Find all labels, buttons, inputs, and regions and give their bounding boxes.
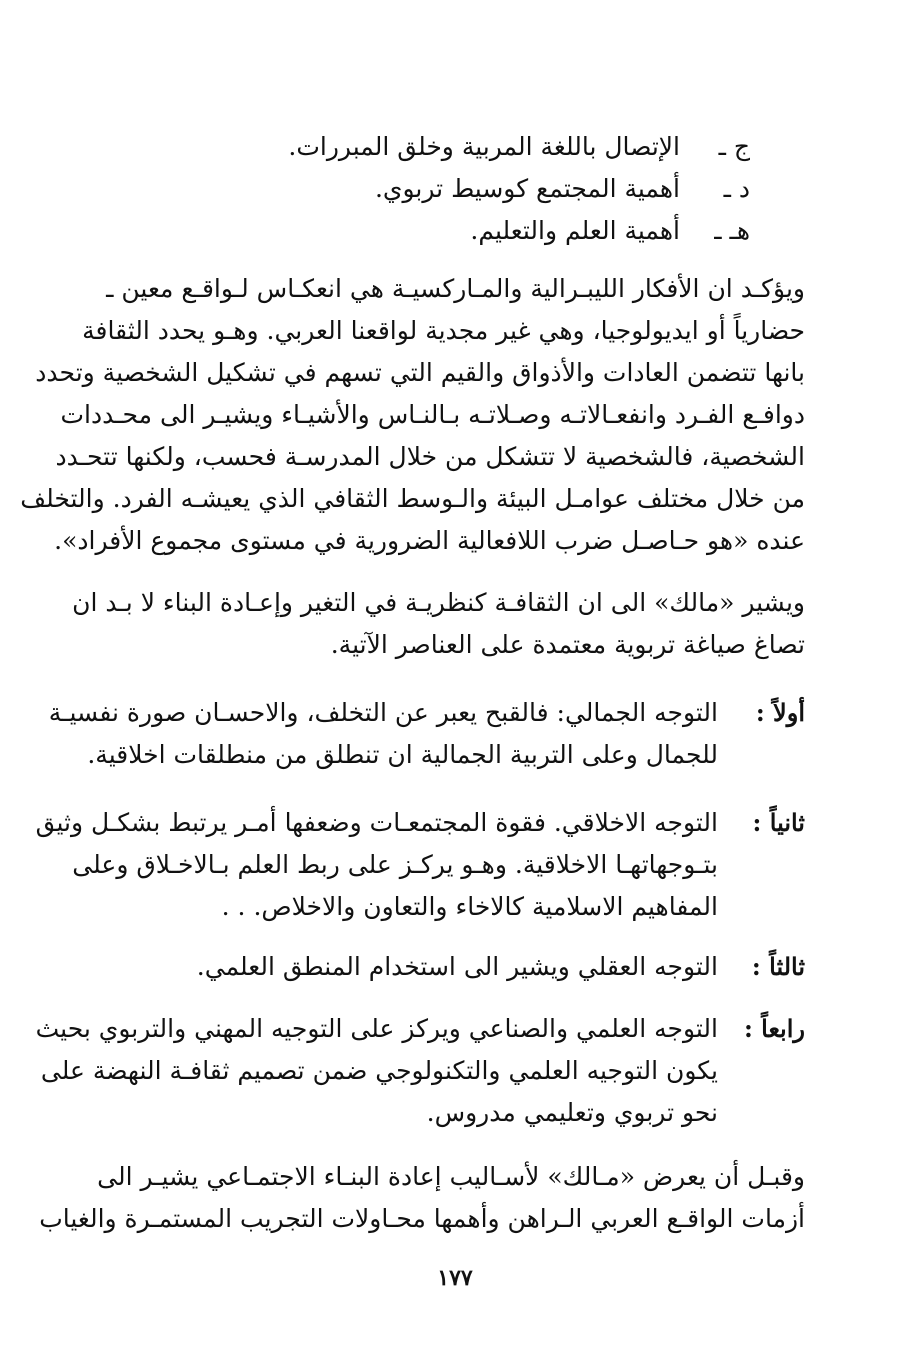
text-line: وقبـل أن يعرض «مـالك» لأسـاليب إعادة البنـاء الاجتمـاعي يشيـر الى <box>97 1162 805 1191</box>
item-label: رابعاً : <box>743 1014 805 1043</box>
page-number: ١٧٧ <box>437 1265 473 1291</box>
item-label: أولاً : <box>755 698 805 727</box>
text-line: نحو تربوي وتعليمي مدروس. <box>426 1098 718 1127</box>
text-line: من خلال مختلف عوامـل البيئة والـوسط الثقافي الذي يعيشـه الفرد. والتخلف <box>20 484 805 513</box>
text-line: التوجه الاخلاقي. فقوة المجتمعـات وضعفها أمـر يرتبط بشكـل وثيق <box>35 808 718 837</box>
text-line: دوافـع الفـرد وانفعـالاتـه وصـلاتـه بـالنـاس والأشيـاء ويشيـر الى محـددات <box>60 400 805 429</box>
list-marker: ج ـ <box>718 132 750 161</box>
list-item-text: الإتصال باللغة المربية وخلق المبررات. <box>288 132 680 161</box>
item-label: ثالثاً : <box>751 952 805 981</box>
list-marker: د ـ <box>723 174 750 203</box>
text-line: للجمال وعلى التربية الجمالية ان تنطلق من منطلقات اخلاقية. <box>87 740 718 769</box>
text-line: التوجه الجمالي: فالقبح يعبر عن التخلف، والاحسـان صورة نفسيـة <box>48 698 718 727</box>
text-line: ويؤكـد ان الأفكار الليبـرالية والمـاركسيـة هي انعكـاس لـواقـع معين ـ <box>106 274 805 303</box>
text-line: أزمات الواقـع العربي الـراهن وأهمها محـاولات التجريب المستمـرة والغياب <box>39 1204 805 1233</box>
list-marker: هـ ـ <box>714 216 750 245</box>
text-line: تصاغ صياغة تربوية معتمدة على العناصر الآتية. <box>330 630 805 659</box>
list-item-text: أهمية المجتمع كوسيط تربوي. <box>374 174 680 203</box>
text-line: بانها تتضمن العادات والأذواق والقيم التي تسهم في تشكيل الشخصية وتحدد <box>35 358 805 387</box>
text-line: ويشير «مالك» الى ان الثقافـة كنظريـة في التغير وإعـادة البناء لا بـد ان <box>72 588 805 617</box>
text-line: الشخصية، فالشخصية لا تتشكل من خلال المدرسـة فحسب، ولكنها تتحـدد <box>55 442 805 471</box>
text-line: يكون التوجيه العلمي والتكنولوجي ضمن تصميم ثقافـة النهضة على <box>40 1056 718 1085</box>
text-line: المفاهيم الاسلامية كالاخاء والتعاون والاخلاص. . . <box>221 892 718 921</box>
text-line: عنده «هو حـاصـل ضرب اللافعالية الضرورية في مستوى مجموع الأفراد». <box>54 526 805 555</box>
list-item-text: أهمية العلم والتعليم. <box>470 216 680 245</box>
text-line: بتـوجهاتهـا الاخلاقية. وهـو يركـز على ربط العلم بـالاخـلاق وعلى <box>72 850 718 879</box>
item-label: ثانياً : <box>752 808 805 837</box>
text-line: التوجه العقلي ويشير الى استخدام المنطق العلمي. <box>196 952 718 981</box>
text-line: حضارياً أو ايديولوجيا، وهي غير مجدية لواقعنا العربي. وهـو يحدد الثقافة <box>82 316 805 345</box>
text-line: التوجه العلمي والصناعي ويركز على التوجيه المهني والتربوي بحيث <box>35 1014 718 1043</box>
